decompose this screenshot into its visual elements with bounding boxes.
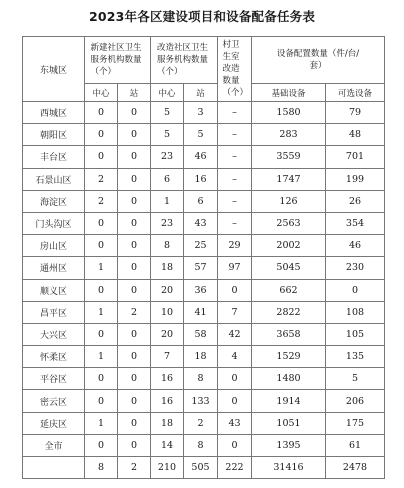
table-row	[23, 124, 385, 146]
new-center-count: 0	[85, 212, 118, 234]
renovate-center-count: 23	[151, 146, 184, 168]
renovate-center-count: 6	[151, 168, 184, 190]
village-clinic-count: –	[218, 190, 252, 212]
village-clinic-count: 7	[218, 301, 252, 323]
optional-equipment-header: 可选设备	[326, 84, 385, 102]
village-clinic-count: 0	[218, 434, 252, 456]
village-header: 村卫生室改造数量（个）	[218, 37, 252, 102]
district-name: 海淀区	[23, 190, 85, 212]
basic-equipment-count: 126	[252, 190, 326, 212]
district-name: 丰台区	[23, 146, 85, 168]
new-center-count: 0	[85, 279, 118, 301]
equipment-header: 设备配置数量（件/台/套）	[252, 37, 385, 84]
renovate-station-count: 58	[184, 323, 218, 345]
village-clinic-count: 97	[218, 257, 252, 279]
renovate-station-count: 43	[184, 212, 218, 234]
new-center-count: 0	[85, 323, 118, 345]
new-station-count: 2	[118, 301, 151, 323]
district-name: 密云区	[23, 390, 85, 412]
new-station-count: 0	[118, 102, 151, 124]
basic-equipment-count: 1914	[252, 390, 326, 412]
new-center-count: 0	[85, 235, 118, 257]
new-station-count: 0	[118, 235, 151, 257]
new-center-count: 8	[85, 457, 118, 479]
district-name: 朝阳区	[23, 124, 85, 146]
district-name: 通州区	[23, 257, 85, 279]
new-center-count: 0	[85, 434, 118, 456]
village-clinic-count: 42	[218, 323, 252, 345]
new-center-count: 2	[85, 168, 118, 190]
basic-equipment-count: 283	[252, 124, 326, 146]
optional-equipment-count: 0	[326, 279, 385, 301]
renovate-center-count: 8	[151, 235, 184, 257]
basic-equipment-count: 1480	[252, 368, 326, 390]
optional-equipment-count: 354	[326, 212, 385, 234]
renovate-station-count: 3	[184, 102, 218, 124]
village-clinic-count: 0	[218, 390, 252, 412]
renovate-station-count: 8	[184, 368, 218, 390]
village-clinic-count: –	[218, 102, 252, 124]
village-clinic-count: 0	[218, 279, 252, 301]
renovate-center-count: 16	[151, 390, 184, 412]
new-station-count: 0	[118, 124, 151, 146]
basic-equipment-header: 基础设备	[252, 84, 326, 102]
renovate-station-count: 2	[184, 412, 218, 434]
table-row	[23, 212, 385, 234]
renovate-station-count: 57	[184, 257, 218, 279]
new-station-count: 0	[118, 146, 151, 168]
new-station-count: 0	[118, 390, 151, 412]
optional-equipment-count: 135	[326, 346, 385, 368]
district-name: 西城区	[23, 102, 85, 124]
renovate-center-count: 23	[151, 212, 184, 234]
optional-equipment-count: 26	[326, 190, 385, 212]
renovate-station-header: 站	[184, 84, 218, 102]
new-build-header: 新建社区卫生服务机构数量（个）	[85, 37, 151, 84]
village-clinic-count: –	[218, 212, 252, 234]
renovate-station-count: 25	[184, 235, 218, 257]
new-station-count: 0	[118, 323, 151, 345]
new-station-header: 站	[118, 84, 151, 102]
renovate-station-count: 8	[184, 434, 218, 456]
table-row	[23, 412, 385, 434]
renovate-center-count: 5	[151, 102, 184, 124]
basic-equipment-count: 1529	[252, 346, 326, 368]
renovate-center-count: 5	[151, 124, 184, 146]
renovate-station-count: 16	[184, 168, 218, 190]
basic-equipment-count: 2822	[252, 301, 326, 323]
table-row	[23, 323, 385, 345]
renovate-station-count: 133	[184, 390, 218, 412]
table-row	[23, 457, 385, 479]
village-clinic-count: –	[218, 168, 252, 190]
district-name: 延庆区	[23, 412, 85, 434]
optional-equipment-count: 46	[326, 235, 385, 257]
page-title: 2023年各区建设项目和设备配备任务表	[88, 9, 316, 24]
basic-equipment-count: 1395	[252, 434, 326, 456]
renovate-center-count: 210	[151, 457, 184, 479]
new-center-count: 0	[85, 102, 118, 124]
district-name: 石景山区	[23, 168, 85, 190]
new-center-header: 中心	[85, 84, 118, 102]
basic-equipment-count: 3559	[252, 146, 326, 168]
optional-equipment-count: 206	[326, 390, 385, 412]
renovate-station-count: 46	[184, 146, 218, 168]
district-name: 昌平区	[23, 301, 85, 323]
basic-equipment-count: 2563	[252, 212, 326, 234]
village-clinic-count: –	[218, 124, 252, 146]
renovate-station-count: 18	[184, 346, 218, 368]
new-station-count: 0	[118, 190, 151, 212]
optional-equipment-count: 199	[326, 168, 385, 190]
table-row	[23, 346, 385, 368]
new-station-count: 0	[118, 368, 151, 390]
basic-equipment-count: 5045	[252, 257, 326, 279]
new-station-count: 0	[118, 212, 151, 234]
new-center-count: 1	[85, 412, 118, 434]
renovate-center-count: 7	[151, 346, 184, 368]
new-station-count: 0	[118, 434, 151, 456]
table-row	[23, 368, 385, 390]
table-row	[23, 301, 385, 323]
district-name: 大兴区	[23, 323, 85, 345]
renovate-center-count: 1	[151, 190, 184, 212]
basic-equipment-count: 1051	[252, 412, 326, 434]
village-clinic-count: 29	[218, 235, 252, 257]
optional-equipment-count: 230	[326, 257, 385, 279]
new-station-count: 0	[118, 346, 151, 368]
district-name: 全市	[23, 434, 85, 456]
table-row	[23, 434, 385, 456]
district-name: 怀柔区	[23, 346, 85, 368]
optional-equipment-count: 5	[326, 368, 385, 390]
renovate-station-count: 505	[184, 457, 218, 479]
new-center-count: 0	[85, 390, 118, 412]
renovate-center-count: 20	[151, 279, 184, 301]
optional-equipment-count: 175	[326, 412, 385, 434]
new-station-count: 2	[118, 457, 151, 479]
new-center-count: 0	[85, 124, 118, 146]
renovate-center-count: 14	[151, 434, 184, 456]
renovate-station-count: 41	[184, 301, 218, 323]
renovate-header: 改造社区卫生服务机构数量（个）	[151, 37, 218, 84]
new-center-count: 0	[85, 146, 118, 168]
district-name: 平谷区	[23, 368, 85, 390]
renovate-center-count: 18	[151, 257, 184, 279]
optional-equipment-count: 108	[326, 301, 385, 323]
village-clinic-count: 43	[218, 412, 252, 434]
renovate-station-count: 5	[184, 124, 218, 146]
basic-equipment-count: 2002	[252, 235, 326, 257]
new-station-count: 0	[118, 279, 151, 301]
new-center-count: 1	[85, 346, 118, 368]
village-clinic-count: 4	[218, 346, 252, 368]
basic-equipment-count: 1747	[252, 168, 326, 190]
basic-equipment-count: 662	[252, 279, 326, 301]
new-center-count: 0	[85, 368, 118, 390]
new-station-count: 0	[118, 257, 151, 279]
table-row	[23, 102, 385, 124]
village-clinic-count: 0	[218, 368, 252, 390]
renovate-center-count: 10	[151, 301, 184, 323]
renovate-station-count: 6	[184, 190, 218, 212]
new-station-count: 0	[118, 168, 151, 190]
basic-equipment-count: 31416	[252, 457, 326, 479]
table-row	[23, 390, 385, 412]
optional-equipment-count: 2478	[326, 457, 385, 479]
optional-equipment-count: 79	[326, 102, 385, 124]
table-row	[23, 279, 385, 301]
renovate-center-count: 16	[151, 368, 184, 390]
new-center-count: 2	[85, 190, 118, 212]
village-clinic-count: –	[218, 146, 252, 168]
task-table	[22, 36, 385, 479]
renovate-center-count: 18	[151, 412, 184, 434]
district-name: 房山区	[23, 235, 85, 257]
basic-equipment-count: 1580	[252, 102, 326, 124]
table-row	[23, 168, 385, 190]
renovate-center-header: 中心	[151, 84, 184, 102]
optional-equipment-count: 61	[326, 434, 385, 456]
renovate-center-count: 20	[151, 323, 184, 345]
renovate-station-count: 36	[184, 279, 218, 301]
table-row	[23, 235, 385, 257]
new-center-count: 1	[85, 301, 118, 323]
table-row	[23, 146, 385, 168]
basic-equipment-count: 3658	[252, 323, 326, 345]
new-center-count: 1	[85, 257, 118, 279]
district-header: 东城区	[23, 37, 85, 102]
optional-equipment-count: 701	[326, 146, 385, 168]
table-row	[23, 257, 385, 279]
optional-equipment-count: 48	[326, 124, 385, 146]
optional-equipment-count: 105	[326, 323, 385, 345]
new-station-count: 0	[118, 412, 151, 434]
district-name: 门头沟区	[23, 212, 85, 234]
table-row	[23, 190, 385, 212]
district-name	[23, 457, 85, 479]
district-name: 顺义区	[23, 279, 85, 301]
village-clinic-count: 222	[218, 457, 252, 479]
